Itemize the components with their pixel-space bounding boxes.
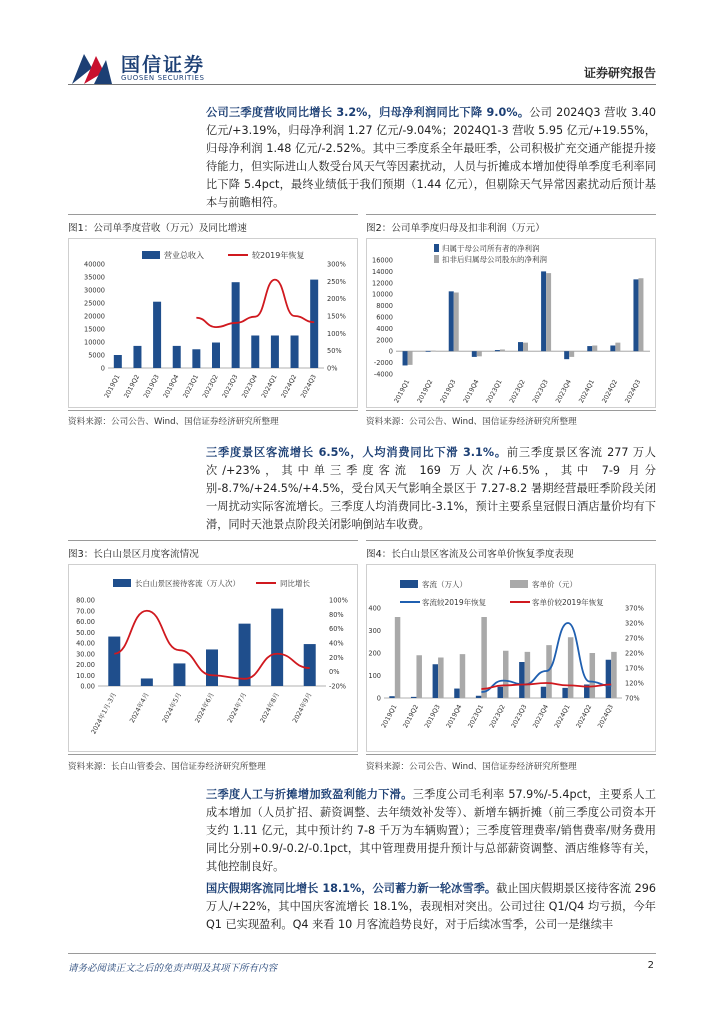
x-tick-label: 2023Q1 bbox=[181, 373, 201, 400]
bar-归属于母公司所有者的净利润 bbox=[495, 350, 500, 351]
legend-swatch-revenue bbox=[142, 251, 160, 259]
logo-chinese-name: 国信证券 bbox=[121, 54, 206, 76]
legend-swatch-net-profit bbox=[434, 244, 439, 252]
legend-label-visitors: 客流（万人） bbox=[422, 580, 467, 589]
bar-归属于母公司所有者的净利润 bbox=[564, 351, 569, 359]
bar-长白山景区接待客流（万人次） bbox=[141, 678, 153, 686]
bar-营业总收入 bbox=[153, 302, 161, 368]
figure-4-title: 图4：长白山景区客流及公司客单价恢复季度表现 bbox=[366, 549, 574, 560]
x-tick-label: 2024年9月 bbox=[290, 691, 314, 725]
x-tick-label: 2023Q3 bbox=[530, 378, 550, 405]
y-tick-label: 0 bbox=[100, 364, 105, 373]
x-tick-label: 2019Q2 bbox=[122, 373, 142, 400]
x-tick-label: 2019Q2 bbox=[415, 378, 435, 405]
bar-客流（万人） bbox=[389, 696, 395, 698]
bar-扣非后归属母公司股东的净利润 bbox=[500, 349, 505, 351]
bar-扣非后归属母公司股东的净利润 bbox=[546, 273, 551, 351]
bar-营业总收入 bbox=[232, 282, 240, 368]
figure-1-source: 资料来源：公司公告、Wind、国信证券经济研究所整理 bbox=[68, 417, 279, 427]
x-tick-label: 2019Q4 bbox=[161, 373, 181, 400]
bar-归属于母公司所有者的净利润 bbox=[518, 342, 523, 351]
bar-长白山景区接待客流（万人次） bbox=[271, 609, 283, 686]
y2-tick-label: 200% bbox=[327, 295, 346, 304]
y2-tick-label: 70% bbox=[625, 694, 640, 703]
x-tick-label: 2023Q2 bbox=[507, 378, 527, 405]
y-tick-label: 50.00 bbox=[76, 628, 95, 637]
bar-归属于母公司所有者的净利润 bbox=[587, 346, 592, 351]
bar-归属于母公司所有者的净利润 bbox=[610, 346, 615, 352]
bar-归属于母公司所有者的净利润 bbox=[426, 351, 431, 352]
y-tick-label: 200 bbox=[368, 649, 381, 658]
bar-营业总收入 bbox=[212, 343, 220, 368]
y2-tick-label: 20% bbox=[329, 653, 344, 662]
figure-bottom-rule bbox=[68, 754, 358, 755]
bar-归属于母公司所有者的净利润 bbox=[541, 271, 546, 351]
y2-tick-label: 40% bbox=[329, 639, 344, 648]
paragraph-national-day bbox=[206, 880, 656, 952]
x-tick-label: 2023Q1 bbox=[466, 703, 486, 730]
y2-tick-label: 100% bbox=[329, 596, 348, 605]
y-tick-label: 0 bbox=[388, 347, 393, 356]
x-tick-label: 2023Q3 bbox=[220, 373, 240, 400]
x-tick-label: 2024年6月 bbox=[193, 691, 216, 725]
y-tick-label: 5000 bbox=[88, 351, 105, 360]
y-tick-label: 15000 bbox=[84, 325, 105, 334]
x-tick-label: 2024Q3 bbox=[298, 373, 318, 400]
paragraph-body: 前三季度景区客流 277 万人次/+23%，其中单三季度客流 169 万人次/+6.5%，其中 7-9 月分别-8.7%/+24.5%/+4.5%，受台风天气影响全景区于 7.27-8.2 暑期经营最旺季阶段关闭一周扰动实际客流增长。三季度人均消费同比-3.1%，预计主要系皇冠假日酒店量价均有下滑，同时天池景点阶段关闭影响倒站车收费。 bbox=[206, 446, 656, 531]
bar-长白山景区接待客流（万人次） bbox=[304, 644, 316, 686]
y-tick-label: 100 bbox=[368, 672, 381, 680]
bar-客流（万人） bbox=[476, 696, 482, 698]
figure-3-title: 图3：长白山景区月度客流情况 bbox=[68, 549, 199, 560]
bar-长白山景区接待客流（万人次） bbox=[108, 637, 120, 686]
y2-tick-label: 150% bbox=[327, 312, 346, 321]
legend-swatch-deducted-profit bbox=[434, 255, 439, 263]
x-tick-label: 2023Q4 bbox=[553, 378, 573, 405]
legend-label-visitor-recovery: 客流较2019年恢复 bbox=[422, 598, 487, 607]
x-tick-label: 2024Q2 bbox=[600, 378, 620, 405]
y-tick-label: 8000 bbox=[376, 302, 393, 311]
y-tick-label: 20.00 bbox=[76, 661, 95, 669]
figure-4-source: 资料来源：公司公告、Wind、国信证券经济研究所整理 bbox=[366, 762, 577, 772]
bar-客单价（元） bbox=[525, 652, 531, 698]
figure-4-chart bbox=[366, 564, 656, 752]
bar-扣非后归属母公司股东的净利润 bbox=[615, 343, 620, 352]
bar-营业总收入 bbox=[310, 280, 318, 368]
bar-客流（万人） bbox=[433, 664, 439, 698]
legend-label-revenue: 营业总收入 bbox=[164, 251, 204, 260]
bar-扣非后归属母公司股东的净利润 bbox=[638, 278, 643, 351]
y-tick-label: -4000 bbox=[373, 370, 393, 379]
x-tick-label: 2023Q1 bbox=[484, 378, 504, 405]
bar-营业总收入 bbox=[251, 336, 259, 369]
figure-top-rule bbox=[366, 214, 656, 215]
y-tick-label: 70.00 bbox=[76, 607, 95, 616]
x-tick-label: 2019Q4 bbox=[444, 703, 464, 730]
y-tick-label: 4000 bbox=[376, 324, 393, 333]
guosen-logo-icon bbox=[70, 50, 114, 86]
y-tick-label: 40.00 bbox=[76, 639, 95, 648]
bar-客单价（元） bbox=[568, 637, 574, 698]
x-tick-label: 2024Q1 bbox=[259, 373, 279, 400]
bar-扣非后归属母公司股东的净利润 bbox=[431, 351, 436, 352]
figure-3-source: 资料来源：长白山管委会、国信证券经济研究所整理 bbox=[68, 762, 266, 772]
x-tick-label: 2019Q1 bbox=[392, 378, 412, 405]
bar-长白山景区接待客流（万人次） bbox=[173, 663, 185, 686]
paragraph-heading: 三季度人工与折摊增加致盈利能力下滑。 bbox=[206, 788, 413, 801]
paragraph-visitor-flow bbox=[206, 444, 656, 540]
x-tick-label: 2024Q3 bbox=[595, 703, 615, 730]
y2-tick-label: 100% bbox=[327, 329, 346, 338]
figure-2-title: 图2：公司单季度归母及扣非利润（万元） bbox=[366, 223, 545, 234]
paragraph-body: 公司 2024Q3 营收 3.40 亿元/+3.19%，归母净利润 1.27 亿元/-9.04%；2024Q1-3 营收 5.95 亿元/+19.55%，归母净利润 1.48 亿元/-2.52%。其中三季度系全年最旺季，公司积极扩充交通产能提升接待能力，但实际进山人数受台风天气等因素扰动，人员与折摊成本增加使得单季度毛利率同比下降 5.4pct，最终业绩低于我们预期（1.44 亿元），但剔除天气异常因素扰动后预计基本与前瞻相符。 bbox=[206, 106, 656, 209]
y2-tick-label: 60% bbox=[329, 625, 344, 634]
paragraph-body: 三季度公司毛利率 57.9%/-5.4pct，主要系人工成本增加（人员扩招、薪资调整、去年绩效补发等）、新增车辆折摊（前三季度公司资本开支约 1.11 亿元，其中预计约 7-8 千万为车辆购置）；三季度管理费率/销售费率/财务费用同比分别+0.9/-0.2/-0.1pct，其中管理费用提升预计与总部薪资调整、酒店维修等有关，其他控制良好。 bbox=[206, 788, 656, 873]
bar-长白山景区接待客流（万人次） bbox=[239, 624, 251, 686]
bar-营业总收入 bbox=[114, 355, 122, 368]
paragraph-body: 截止国庆假期景区接待客流 296 万人/+22%，其中国庆客流增长 18.1%，表现相对突出。公司过往 Q1/Q4 均亏损，今年 Q1 已实现盈利。Q4 来看 10 月客流趋势良好，对于后续冰雪季，公司一是继续丰 bbox=[206, 882, 656, 931]
x-tick-label: 2019Q1 bbox=[102, 373, 122, 400]
bar-归属于母公司所有者的净利润 bbox=[403, 351, 408, 365]
y2-tick-label: 50% bbox=[327, 347, 342, 356]
logo-english-name: GUOSEN SECURITIES bbox=[121, 74, 205, 82]
chart-legend bbox=[113, 578, 310, 588]
y-tick-label: 0 bbox=[376, 694, 381, 703]
y-tick-label: 25000 bbox=[84, 299, 105, 308]
footer-divider bbox=[68, 953, 656, 954]
bar-客流（万人） bbox=[541, 687, 547, 698]
bar-扣非后归属母公司股东的净利润 bbox=[477, 351, 482, 356]
figure-top-rule bbox=[68, 540, 358, 541]
bar-客单价（元） bbox=[416, 655, 422, 698]
bar-客流（万人） bbox=[519, 662, 525, 698]
figure-3-chart bbox=[68, 564, 358, 752]
legend-label-net-profit: 归属于母公司所有者的净利润 bbox=[442, 244, 540, 253]
y-tick-label: 80.00 bbox=[76, 596, 95, 605]
figure-2-source: 资料来源：公司公告、Wind、国信证券经济研究所整理 bbox=[366, 417, 577, 427]
x-tick-label: 2019Q3 bbox=[422, 703, 442, 730]
y2-tick-label: 80% bbox=[329, 610, 344, 619]
bar-客单价（元） bbox=[438, 658, 444, 699]
y2-tick-label: 170% bbox=[625, 664, 644, 673]
legend-label-deducted-profit: 扣非后归属母公司股东的净利润 bbox=[442, 255, 547, 264]
page-number: 2 bbox=[647, 960, 654, 971]
report-type-label: 证券研究报告 bbox=[583, 66, 656, 80]
figure-bottom-rule bbox=[366, 754, 656, 755]
bar-客单价（元） bbox=[503, 651, 509, 698]
x-tick-label: 2024Q1 bbox=[552, 703, 572, 730]
x-tick-label: 2023Q3 bbox=[509, 703, 529, 730]
x-tick-label: 2024年8月 bbox=[258, 691, 281, 725]
y2-tick-label: 300% bbox=[327, 260, 346, 269]
x-tick-label: 2024Q2 bbox=[574, 703, 594, 730]
bar-营业总收入 bbox=[291, 336, 299, 369]
paragraph-profitability bbox=[206, 786, 656, 876]
y2-tick-label: -20% bbox=[329, 682, 347, 691]
x-tick-label: 2019Q3 bbox=[438, 378, 458, 405]
y-tick-label: 14000 bbox=[372, 267, 393, 276]
y-tick-label: 30000 bbox=[84, 286, 105, 295]
y-tick-label: 60.00 bbox=[76, 618, 95, 626]
figure-top-rule bbox=[68, 214, 358, 215]
bar-客流（万人） bbox=[606, 660, 612, 698]
x-tick-label: 2023Q2 bbox=[200, 373, 220, 400]
figure-top-rule bbox=[366, 540, 656, 541]
y2-tick-label: 370% bbox=[625, 604, 644, 613]
x-tick-label: 2019Q3 bbox=[141, 373, 161, 400]
paragraph-revenue bbox=[206, 104, 656, 212]
y-tick-label: 400 bbox=[368, 604, 381, 613]
x-tick-label: 2024年7月 bbox=[225, 691, 249, 725]
y2-tick-label: 270% bbox=[625, 634, 644, 643]
bar-客单价（元） bbox=[460, 654, 466, 698]
x-tick-label: 2023Q4 bbox=[240, 373, 260, 400]
y-tick-label: 0.00 bbox=[80, 682, 95, 691]
bar-客单价（元） bbox=[611, 652, 617, 698]
legend-swatch-price bbox=[510, 580, 528, 588]
figure-1-chart bbox=[68, 238, 358, 408]
bar-客单价（元） bbox=[590, 653, 596, 698]
x-tick-label: 2023Q4 bbox=[531, 703, 551, 730]
legend-label-yoy: 同比增长 bbox=[280, 579, 310, 588]
x-tick-label: 2019Q2 bbox=[401, 703, 421, 730]
y-tick-label: 30.00 bbox=[76, 650, 95, 659]
bar-客单价（元） bbox=[395, 617, 401, 698]
bar-客流（万人） bbox=[454, 689, 460, 698]
bar-归属于母公司所有者的净利润 bbox=[472, 351, 477, 357]
y-tick-label: -2000 bbox=[373, 359, 393, 368]
bar-扣非后归属母公司股东的净利润 bbox=[454, 292, 459, 351]
x-tick-label: 2024年1月-3月 bbox=[89, 691, 119, 736]
y-tick-label: 40000 bbox=[84, 260, 105, 269]
legend-swatch-visitors bbox=[400, 580, 418, 588]
legend-label-monthly-flow: 长白山景区接待客流（万人次） bbox=[135, 579, 240, 588]
figure-bottom-rule bbox=[68, 410, 358, 411]
y-tick-label: 12000 bbox=[372, 279, 393, 288]
legend-swatch-monthly-flow bbox=[113, 579, 131, 587]
bar-客流（万人） bbox=[411, 697, 417, 698]
x-tick-label: 2024Q3 bbox=[623, 378, 643, 405]
y-tick-label: 10000 bbox=[372, 290, 393, 299]
y2-tick-label: 220% bbox=[625, 649, 644, 658]
paragraph-heading: 三季度景区客流增长 6.5%，人均消费同比下滑 3.1%。 bbox=[206, 446, 507, 459]
bar-扣非后归属母公司股东的净利润 bbox=[569, 351, 574, 357]
paragraph-heading: 公司三季度营收同比增长 3.2%，归母净利润同比下降 9.0%。 bbox=[206, 106, 530, 119]
y2-tick-label: 250% bbox=[327, 277, 346, 286]
bar-客流（万人） bbox=[498, 687, 504, 698]
bar-归属于母公司所有者的净利润 bbox=[633, 279, 638, 351]
x-tick-label: 2024Q2 bbox=[279, 373, 299, 400]
x-tick-label: 2024年5月 bbox=[160, 691, 184, 725]
bar-扣非后归属母公司股东的净利润 bbox=[592, 346, 597, 352]
figure-1-title: 图1：公司单季度营收（万元）及同比增速 bbox=[68, 223, 247, 234]
bar-营业总收入 bbox=[271, 336, 279, 369]
footer-disclaimer: 请务必阅读正文之后的免责声明及其项下所有内容 bbox=[68, 963, 278, 974]
x-tick-label: 2019Q4 bbox=[461, 378, 481, 405]
y-tick-label: 10.00 bbox=[76, 671, 95, 680]
y-tick-label: 20000 bbox=[84, 312, 105, 321]
legend-label-recovery: 较2019年恢复 bbox=[252, 251, 305, 260]
header-divider bbox=[68, 84, 656, 85]
bar-客单价（元） bbox=[481, 617, 487, 698]
bar-扣非后归属母公司股东的净利润 bbox=[523, 343, 528, 352]
bar-营业总收入 bbox=[133, 346, 141, 368]
y-tick-label: 300 bbox=[368, 627, 381, 635]
bar-客流（万人） bbox=[562, 688, 568, 698]
legend-label-price-recovery: 客单价较2019年恢复 bbox=[532, 598, 604, 607]
paragraph-heading: 国庆假期客流同比增长 18.1%，公司蓄力新一轮冰雪季。 bbox=[206, 882, 497, 895]
y2-tick-label: 320% bbox=[625, 619, 644, 628]
figure-2-chart bbox=[366, 238, 656, 408]
y-tick-label: 10000 bbox=[84, 338, 105, 347]
y-tick-label: 6000 bbox=[376, 313, 393, 322]
x-tick-label: 2024年4月 bbox=[128, 691, 151, 725]
x-tick-label: 2024Q1 bbox=[577, 378, 597, 405]
bar-营业总收入 bbox=[173, 346, 181, 368]
bar-营业总收入 bbox=[192, 349, 200, 368]
bar-长白山景区接待客流（万人次） bbox=[206, 649, 218, 686]
y2-tick-label: 0% bbox=[329, 668, 340, 677]
bar-扣非后归属母公司股东的净利润 bbox=[408, 351, 413, 365]
figure-bottom-rule bbox=[366, 410, 656, 411]
x-tick-label: 2023Q2 bbox=[487, 703, 507, 730]
y-tick-label: 16000 bbox=[372, 256, 393, 265]
y2-tick-label: 120% bbox=[625, 679, 644, 688]
y2-tick-label: 0% bbox=[327, 364, 338, 373]
y-tick-label: 35000 bbox=[84, 273, 105, 282]
x-tick-label: 2019Q1 bbox=[379, 703, 399, 730]
y-tick-label: 2000 bbox=[376, 336, 393, 345]
legend-label-price: 客单价（元） bbox=[532, 580, 577, 589]
bar-归属于母公司所有者的净利润 bbox=[449, 291, 454, 351]
